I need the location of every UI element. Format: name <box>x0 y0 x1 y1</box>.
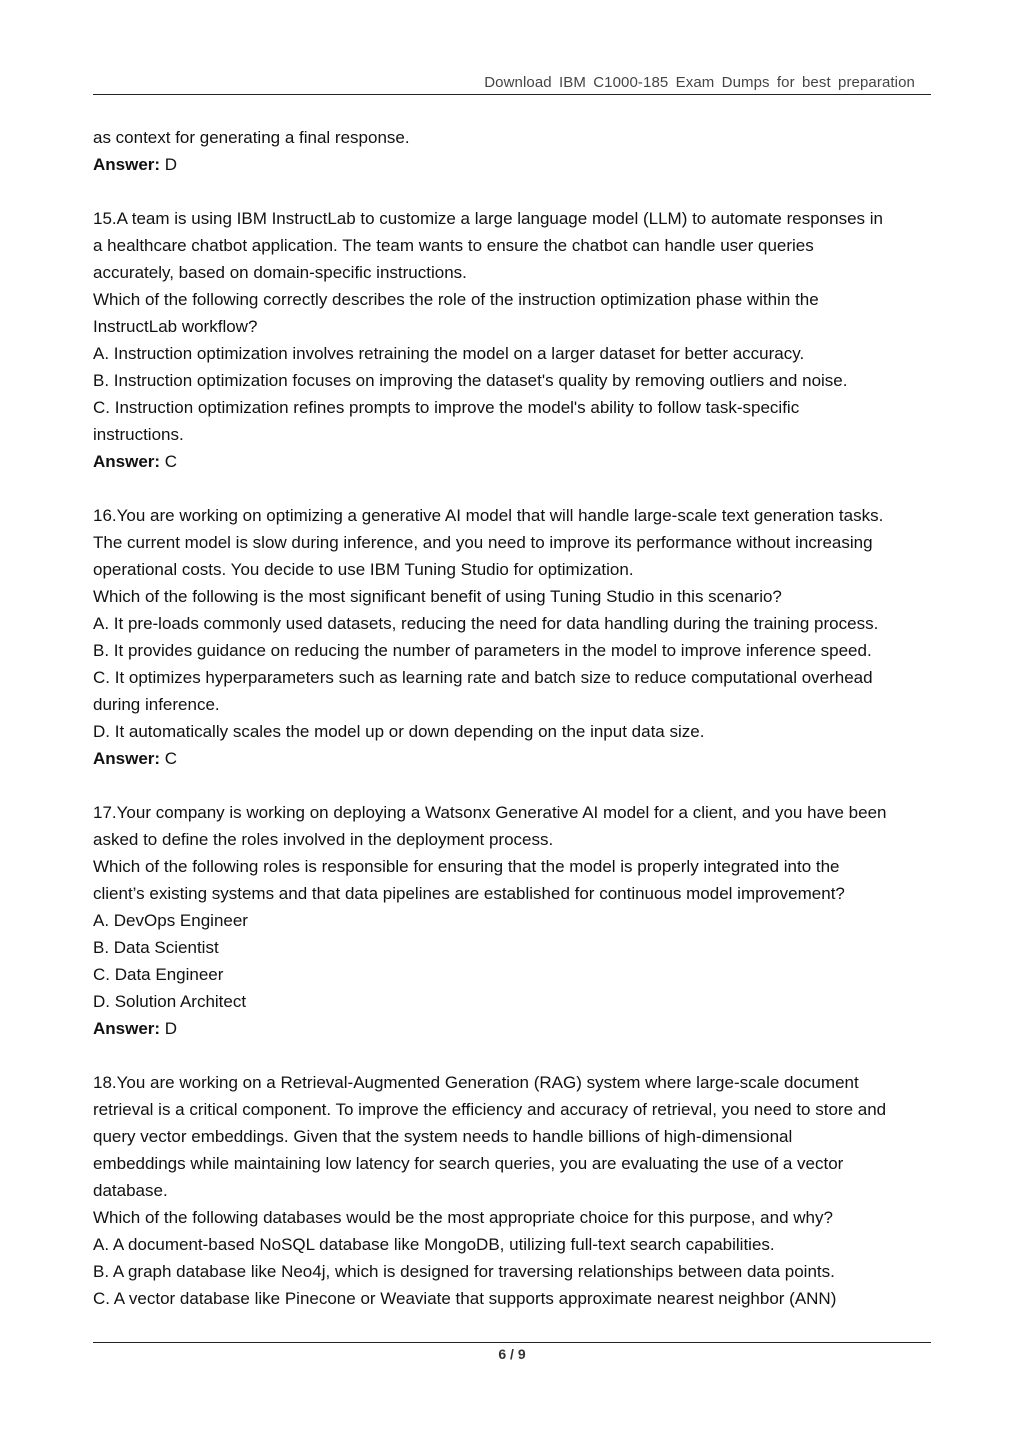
question-17 <box>93 799 943 1042</box>
option-c: C. Instruction optimization refines prompts to improve the model's ability to follow task-specific <box>93 398 800 417</box>
question-18 <box>93 1069 943 1312</box>
option-b: B. A graph database like Neo4j, which is designed for traversing relationships between data points. <box>93 1262 835 1281</box>
option-a: A. Instruction optimization involves retraining the model on a larger dataset for better accuracy. <box>93 344 805 363</box>
answer <box>93 448 943 475</box>
question-line: accurately, based on domain-specific instructions. <box>93 263 467 282</box>
question-line: InstructLab workflow? <box>93 317 258 336</box>
page-number: 6 / 9 <box>498 1346 526 1362</box>
answer-label: Answer: <box>93 155 161 174</box>
answer <box>93 1015 943 1042</box>
question-line: 17.Your company is working on deploying a Watsonx Generative AI model for a client, and you have been <box>93 803 887 822</box>
answer-value: C <box>160 452 178 471</box>
answer-label: Answer: <box>93 749 161 768</box>
question-line: database. <box>93 1181 168 1200</box>
option-c-cont: instructions. <box>93 425 184 444</box>
question-line: retrieval is a critical component. To improve the efficiency and accuracy of retrieval, you need to store and <box>93 1100 887 1119</box>
question-line: Which of the following roles is responsible for ensuring that the model is properly integrated into the <box>93 857 840 876</box>
option-b: B. It provides guidance on reducing the number of parameters in the model to improve inference speed. <box>93 641 872 660</box>
option-a: A. It pre-loads commonly used datasets, reducing the need for data handling during the training process. <box>93 614 879 633</box>
question-line: 15.A team is using IBM InstructLab to customize a large language model (LLM) to automate responses in <box>93 209 883 228</box>
option-d: D. It automatically scales the model up or down depending on the input data size. <box>93 722 705 741</box>
question-line: 16.You are working on optimizing a generative AI model that will handle large-scale text generation tasks. <box>93 506 884 525</box>
option-c-cont: during inference. <box>93 695 220 714</box>
answer <box>93 745 943 772</box>
answer-label: Answer: <box>93 452 161 471</box>
option-d: D. Solution Architect <box>93 992 247 1011</box>
question-line: Which of the following correctly describes the role of the instruction optimization phase within the <box>93 290 819 309</box>
prev-question-tail: as context for generating a final response. <box>93 128 410 147</box>
answer-value: D <box>160 155 178 174</box>
question-line: Which of the following databases would be the most appropriate choice for this purpose, and why? <box>93 1208 833 1227</box>
question-line: The current model is slow during inference, and you need to improve its performance without increasing <box>93 533 873 552</box>
document-body <box>93 124 943 1312</box>
question-line: Which of the following is the most significant benefit of using Tuning Studio in this scenario? <box>93 587 782 606</box>
page-header <box>93 70 931 95</box>
option-b: B. Instruction optimization focuses on improving the dataset's quality by removing outliers and noise. <box>93 371 848 390</box>
question-line: operational costs. You decide to use IBM Tuning Studio for optimization. <box>93 560 634 579</box>
prev-answer <box>93 151 943 178</box>
footer-divider <box>93 1342 931 1343</box>
option-c: C. A vector database like Pinecone or Weaviate that supports approximate nearest neighbor (ANN) <box>93 1289 837 1308</box>
header-text: Download IBM C1000-185 Exam Dumps for best preparation <box>484 74 915 91</box>
question-line: embeddings while maintaining low latency for search queries, you are evaluating the use of a vector <box>93 1154 844 1173</box>
question-16 <box>93 502 943 772</box>
answer-value: D <box>160 1019 178 1038</box>
question-line: query vector embeddings. Given that the system needs to handle billions of high-dimensional <box>93 1127 793 1146</box>
option-c: C. Data Engineer <box>93 965 224 984</box>
question-line: a healthcare chatbot application. The team wants to ensure the chatbot can handle user queries <box>93 236 814 255</box>
answer-label: Answer: <box>93 1019 161 1038</box>
answer-value: C <box>160 749 178 768</box>
option-b: B. Data Scientist <box>93 938 219 957</box>
question-line: 18.You are working on a Retrieval-Augmented Generation (RAG) system where large-scale document <box>93 1073 859 1092</box>
option-a: A. DevOps Engineer <box>93 911 248 930</box>
question-line: client’s existing systems and that data pipelines are established for continuous model improvement? <box>93 884 845 903</box>
question-line: asked to define the roles involved in the deployment process. <box>93 830 554 849</box>
option-c: C. It optimizes hyperparameters such as learning rate and batch size to reduce computational overhead <box>93 668 873 687</box>
question-15 <box>93 205 943 475</box>
option-a: A. A document-based NoSQL database like MongoDB, utilizing full-text search capabilities. <box>93 1235 775 1254</box>
